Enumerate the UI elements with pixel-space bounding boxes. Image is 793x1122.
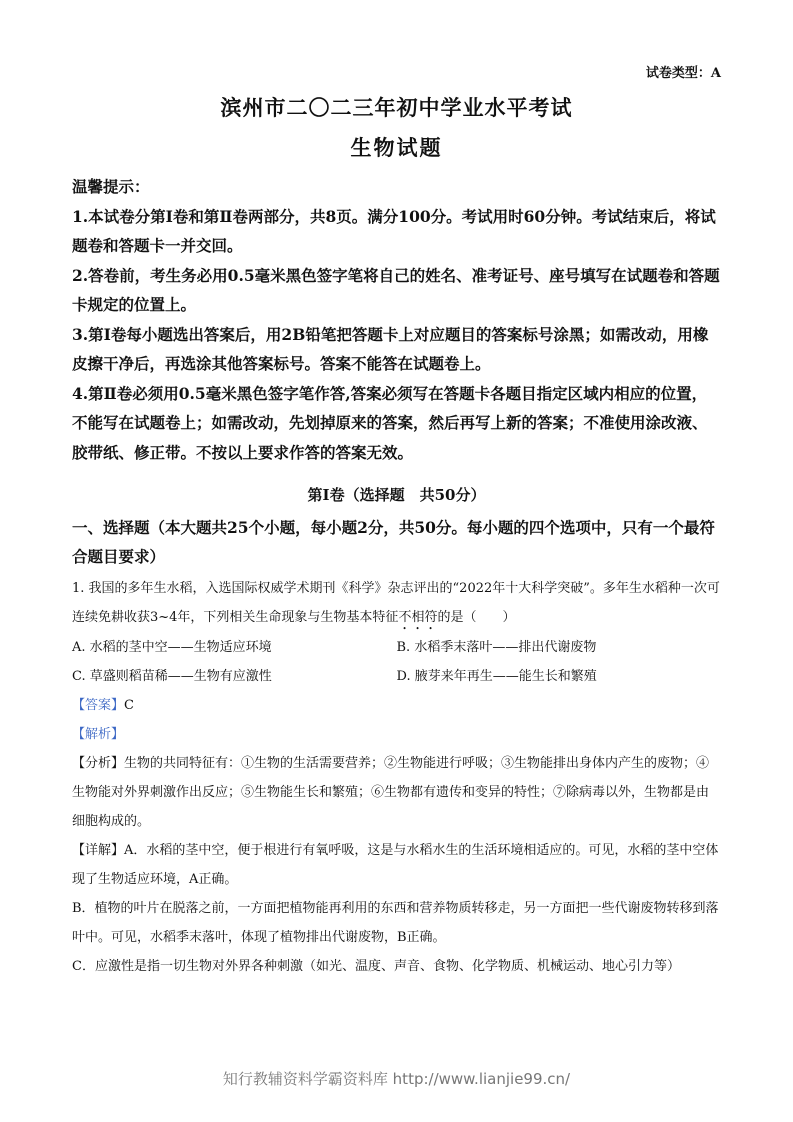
detail-paragraph	[72, 836, 721, 894]
notice-item: 3.第Ⅰ卷每小题选出答案后，用2B铅笔把答题卡上对应题目的答案标号涂黑；如需改动，用橡皮擦干净后，再选涂其他答案标号。答案不能答在试题卷上。	[72, 324, 709, 373]
notice-section	[72, 172, 721, 467]
part-heading: 一、选择题（本大题共25个小题，每小题2分，共50分。每小题的四个选项中，只有一个最符合题目要求）	[72, 518, 715, 566]
option-d: D. 腋芽来年再生——能生长和繁殖	[396, 669, 597, 684]
detail-a-text: A．水稻的茎中空，便于根进行有氧呼吸，这是与水稻水生的生活环境相适应的。可见，水稻的茎中空体现了生物适应环境，A正确。	[72, 843, 719, 887]
notice-item: 1.本试卷分第Ⅰ卷和第Ⅱ卷两部分，共8页。满分100分。考试用时60分钟。考试结束后，将试题卷和答题卡一并交回。	[72, 206, 716, 255]
notice-heading: 温馨提示：	[72, 177, 150, 196]
exam-subject-title: 生物试题	[350, 135, 443, 160]
question-stem	[72, 574, 721, 633]
fenxi-paragraph	[72, 749, 721, 836]
question-1	[72, 574, 721, 981]
detail-tag: 【详解】	[72, 843, 125, 858]
exam-title: 滨州市二〇二三年初中学业水平考试	[220, 95, 573, 120]
answer-tag: 【答案】	[72, 698, 125, 713]
option-a: A. 水稻的茎中空——生物适应环境	[72, 640, 272, 655]
answer-line	[72, 691, 721, 720]
notice-item: 2.答卷前，考生务必用0.5毫米黑色签字笔将自己的姓名、准考证号、座号填写在试题卷和答题卡规定的位置上。	[72, 265, 720, 314]
analysis-line	[72, 720, 721, 749]
paper-type-label: 试卷类型：A	[645, 66, 721, 81]
fenxi-text: 生物的共同特征有：①生物的生活需要营养；②生物能进行呼吸；③生物能排出身体内产生的废物；④生物能对外界刺激作出反应；⑤生物能生长和繁殖；⑥生物都有遗传和变异的特性；⑦除病毒以外，生物都是由细胞构成的。	[72, 756, 710, 829]
analysis-tag: 【解析】	[72, 727, 125, 742]
detail-c-paragraph: C．应激性是指一切生物对外界各种刺激（如光、温度、声音、食物、化学物质、机械运动、地心引力等）	[72, 959, 680, 974]
fenxi-tag: 【分析】	[72, 756, 125, 771]
option-b: B. 水稻季末落叶——排出代谢废物	[396, 640, 597, 655]
footer-watermark: 知行教辅资料学霸资料库 http://www.lianjie99.cn/	[222, 1070, 571, 1088]
option-c: C. 草盛则稻苗稀——生物有应激性	[72, 669, 272, 684]
answer-value: C	[124, 698, 134, 713]
notice-item: 4.第Ⅱ卷必须用0.5毫米黑色签字笔作答,答案必须写在答题卡各题目指定区域内相应的位置，不能写在试题卷上；如需改动，先划掉原来的答案，然后再写上新的答案；不准使用涂改液、胶带纸、修正带。不按以上要求作答的答案无效。	[72, 383, 708, 462]
stem-text-b: 的是（ ）	[437, 610, 516, 625]
detail-b-paragraph: B．植物的叶片在脱落之前，一方面把植物能再利用的东西和营养物质转移走，另一方面把一些代谢废物转移到落叶中。可见，水稻季末落叶，体现了植物排出代谢废物，B正确。	[72, 901, 719, 945]
options-grid	[72, 633, 721, 691]
stem-emphasis: 不相符	[398, 610, 438, 625]
section-title: 第Ⅰ卷（选择题 共50分）	[307, 486, 486, 504]
stem-text-a: 1. 我国的多年生水稻，入选国际权威学术期刊《科学》杂志评出的“2022年十大科学突破”。多年生水稻种一次可连续免耕收获3~4年，下列相关生命现象与生物基本特征	[72, 581, 720, 625]
